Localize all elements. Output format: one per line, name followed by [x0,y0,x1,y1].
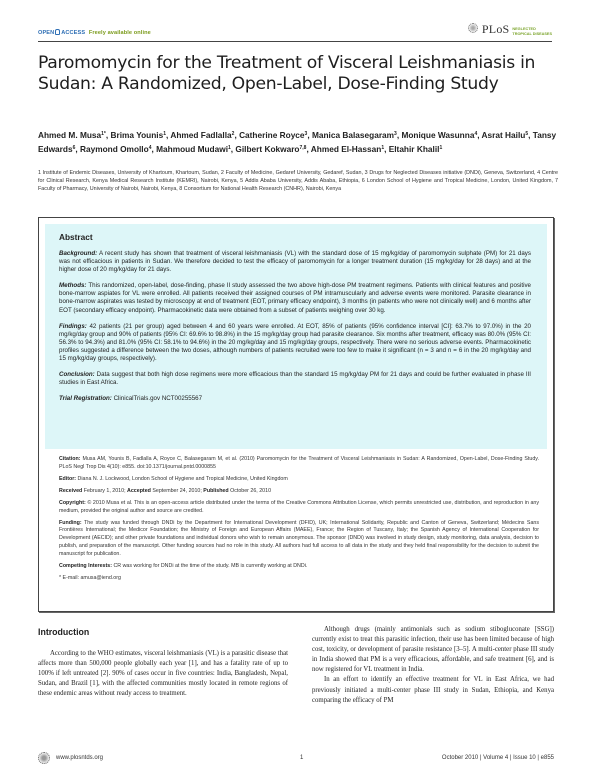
corresponding-email[interactable]: * E-mail: amusa@iend.org [59,574,121,581]
editor-text: Diana N. J. Lockwood, London School of Hygiene and Tropical Medicine, United Kingdom [76,475,288,482]
page-footer [38,752,554,766]
author-affiliation-marker: 6 [72,145,76,151]
right-column [312,625,554,706]
competing-text: CR was working for DNDi at the time of the study. MB is currently working at DNDi. [111,562,308,569]
author-name[interactable]: Ahmed Fadlalla$^2$ [170,130,235,140]
author-name[interactable]: Monique Wasunna$^4$ [401,130,478,140]
author-name[interactable]: Asrat Hailu$^5$ [481,130,529,140]
findings-text: 42 patients (21 per group) aged between 4 and 60 years were enrolled. At EOT, 85% of patients (95% confidence interval [CI]: 63.7% to 97.0%) in the 20 mg/kg/day group and 90% of patients (95% CI: 69.6% to 98.8%) in the 15 mg/kg/day group had parasite clearance. Six months after treatment, efficacy was 80.0% (95% CI: 56.3% to 94.3%) and 81.0% (95% CI: 58.1% to 94.6%) in the 20 mg/kg/day and 15 mg/kg/day groups, respectively. There were no serious adverse events. Pharmacokinetic profiles suggested a difference between the two doses, although numbers of patients recruited were too few to make it significant (n = 3 and n = 6 in the 20 mg/kg/day and 15 mg/kg/day groups, respectively). [59,322,531,363]
abstract-section [45,224,547,449]
trial-registration-link[interactable]: ClinicalTrials.gov NCT00255567 [111,395,203,403]
editor [59,476,539,484]
article-metadata [59,456,539,587]
plos-wordmark: PLoS [481,22,510,36]
competing-label: Competing Interests: [59,562,112,569]
author-affiliation-marker: 1* [101,131,106,137]
abstract-background [59,250,531,274]
funding [59,520,539,559]
competing-interests [59,563,539,571]
conclusion-text: Data suggest that both high dose regimens were more efficacious than the standard 15 mg/kg/day PM for 21 days and could be further evaluated in phase III studies in East Africa. [59,371,531,387]
author-affiliation-marker: 3 [304,131,308,137]
journal-subtitle-line1: NEGLECTED [512,27,536,32]
trial-label: Trial Registration: [59,395,112,403]
journal-subtitle [512,27,552,36]
funding-label: Funding: [59,519,82,526]
abstract-conclusion [59,371,531,387]
author-list: Ahmed M. Musa$^{1*}$, Brima Younis$^1$, Ahmed Fadlalla$^2$, Catherine Royce$^3$, Manica Balasegaram$^3$, Monique Wasunna$^4$, Asrat Hailu$^5$, Tansy Edwards$^6$, Raymond Omollo$^4$, Mahmoud Mudawi$^1$, Gilbert Kokwaro$^{7,8}$, Ahmed El-Hassan$^1$, Eltahir Khalil$^1$ [38,130,557,154]
intro-paragraph-2: Although drugs (mainly antimonials such as sodium stibogluconate [SSG]) currently exist to treat this parasitic infection, their use has been limited because of high cost, toxicity, or development of parasite resistance [3–5]. A multi-center phase III study in India showed that PM is a very efficacious, affordable, and safe treatment [6], and is now registered for VL treatment in India. [312,626,554,674]
front-matter-box [38,217,554,612]
abstract-findings [59,323,531,363]
author-name[interactable]: Tansy Edwards$^6$ [38,130,557,154]
citation-label: Citation: [59,456,81,462]
author-name[interactable]: Manica Balasegaram$^3$ [311,130,397,140]
background-text: A recent study has shown that treatment of visceral leishmaniasis (VL) with the standard dose of 15 mg/kg/day of paromomycin sulphate (PM) for 21 days was not efficacious in patients in Sudan. We therefore decided to test the efficacy of paromomycin for a longer treatment duration (15 mg/kg/day for 28 days) and at the higher dose of 20 mg/kg/day for 21 days. [59,250,531,274]
author-name[interactable]: Gilbert Kokwaro$^{7,8}$ [235,144,307,154]
author-affiliation-marker: 4 [148,145,152,151]
author-name[interactable]: Ahmed El-Hassan$^1$ [310,144,385,154]
conclusion-label: Conclusion: [59,371,95,379]
citation [59,456,539,471]
citation-text: Musa AM, Younis B, Fadlalla A, Royce C, Balasegaram M, et al. (2010) Paromomycin for the Treatment of Visceral Leishmaniasis in Sudan: A Randomized, Open-Label, Dose-Finding Study. PLoS Negl Trop Dis 4(10): e855. doi:10.1371/journal.pntd.0000855 [59,456,539,470]
journal-subtitle-line2: TROPICAL DISEASES [512,31,552,36]
author-affiliation-marker: 1 [439,145,443,151]
intro-paragraph-1: According to the WHO estimates, visceral leishmaniasis (VL) is a parasitic disease that affects more than 500,000 people globally each year [1], and has a fatality rate of up to 100% if left untreated [2]. 90% of cases occur in five countries: India, Bangladesh, Nepal, Sudan, and Brazil [1], with the affected communities mostly located in remote regions of these endemic areas without ready access to treatment. [38,650,288,698]
copyright [59,500,539,515]
copyright-text: © 2010 Musa et al. This is an open-access article distributed under the terms of the Creative Commons Attribution License, which permits unrestricted use, distribution, and reproduction in any medium, provided the original author and source are credited. [59,499,539,514]
background-label: Background: [59,250,98,257]
intro-paragraph-3: In an effort to identify an effective treatment for VL in East Africa, we had previously initiated a multi-center phase III study in Sudan, Ethiopia, and Kenya comparing the efficacy of PM [312,676,554,704]
page-number: 1 [300,755,304,761]
funding-text: The study was funded through DNDi by the Department for International Development (DFID), UK; International Solidarity, Republic and Canton of Geneva, Switzerland; Médecins Sans Frontières International; the Medicor Foundation; the Ministry of Foreign and European Affairs (MAEE), France; the Region of Tuscany, Italy; the Spanish Agency of International Cooperation for Development (AECID); and other private foundations and individual donors who wish to remain anonymous. The sponsor (DNDi) was involved in study design, study monitoring, data analysis, decision to publish, and preparation of the manuscript. Other funding sources had no role in this study. All authors had full access to all data in the study and they held final responsibility for the decision to submit the manuscript for publication. [59,519,539,557]
abstract-trial-registration [59,395,531,403]
author-name[interactable]: Raymond Omollo$^4$ [80,144,152,154]
abstract-heading: Abstract [59,232,93,242]
author-affiliation-marker: 1 [381,145,385,151]
author-name[interactable]: Catherine Royce$^3$ [239,130,308,140]
abstract-methods [59,282,531,314]
introduction-heading: Introduction [38,627,90,637]
article-title: Paromomycin for the Treatment of Visceral Leishmaniasis in Sudan: A Randomized, Open-Label, Dose-Finding Study [38,53,536,94]
editor-label: Editor: [59,475,77,482]
author-affiliation-marker: 4 [474,131,478,137]
plos-globe-icon [468,23,478,33]
received-label: Received [59,487,83,494]
author-name[interactable]: Ahmed M. Musa$^{1*}$ [38,130,106,140]
open-access-badge [38,29,151,36]
published-date: October 26, 2010 [228,487,272,494]
received-date: February 1, 2010; [82,487,128,494]
author-affiliation-marker: 3 [394,131,397,137]
dates [59,488,539,496]
author-name[interactable]: Mahmoud Mudawi$^1$ [156,144,231,154]
methods-label: Methods: [59,282,87,290]
journal-logo [468,22,552,37]
author-name[interactable]: Eltahir Khalil$^1$ [388,144,443,154]
author-affiliation-marker: 2 [231,131,235,137]
author-name[interactable]: Brima Younis$^1$ [110,130,167,140]
author-affiliation-marker: 1 [163,131,167,137]
journal-header [38,20,552,42]
open-label: OPEN [38,30,55,36]
affiliations: 1 Institute of Endemic Diseases, University of Khartoum, Khartoum, Sudan, 2 Faculty of Medicine, Gedaref University, Gedaref, Sudan, 3 Drugs for Neglected Diseases initiative (DNDi), Geneva, Switzerland, 4 Centre for Clinical Research, Kenya Medical Research Institute (KEMRI), Nairobi, Kenya, 5 Addis Ababa University, Addis Ababa, Ethiopia, 6 London School of Hygiene and Tropical Medicine, London, United Kingdom, 7 Faculty of Pharmacy, University of Nairobi, Nairobi, Kenya, 8 Consortium for National Health Research (CNHR), Nairobi, Kenya [38,170,558,193]
accepted-label: Accepted [127,487,151,494]
journal-url[interactable]: www.plosntds.org [56,755,104,761]
access-label: ACCESS [61,30,86,36]
open-lock-icon [55,29,60,35]
findings-label: Findings: [59,322,87,330]
author-affiliation-marker: 7,8 [299,145,307,151]
left-column [38,627,288,699]
published-label: Published [203,487,229,494]
author-affiliation-marker: 1 [228,145,231,151]
accepted-date: September 24, 2010; [150,487,204,494]
plos-footer-logo-icon [38,752,50,764]
issue-info: October 2010 | Volume 4 | Issue 10 | e855 [441,755,554,761]
freely-available-label: Freely available online [88,30,151,36]
methods-text: This randomized, open-label, dose-finding, phase II study assessed the two above high-dose PM treatment regimens. Patients with clinical features and positive bone-marrow aspiates for VL were enrolled. All patients received their assigned courses of PM intramuscularly and adverse events were monitored. Parasite clearance in bone-marrow aspirates was tested by microscopy at end of treatment (EOT, primary efficacy endpoint), 3 months (in patients who were not clinically well) and 6 months after EOT (secondary efficacy endpoint). Pharmacokinetic data were obtained from a subset of patients weighing over 30 kg. [59,282,531,314]
author-affiliation-marker: 5 [525,131,529,137]
copyright-label: Copyright: [59,499,86,506]
